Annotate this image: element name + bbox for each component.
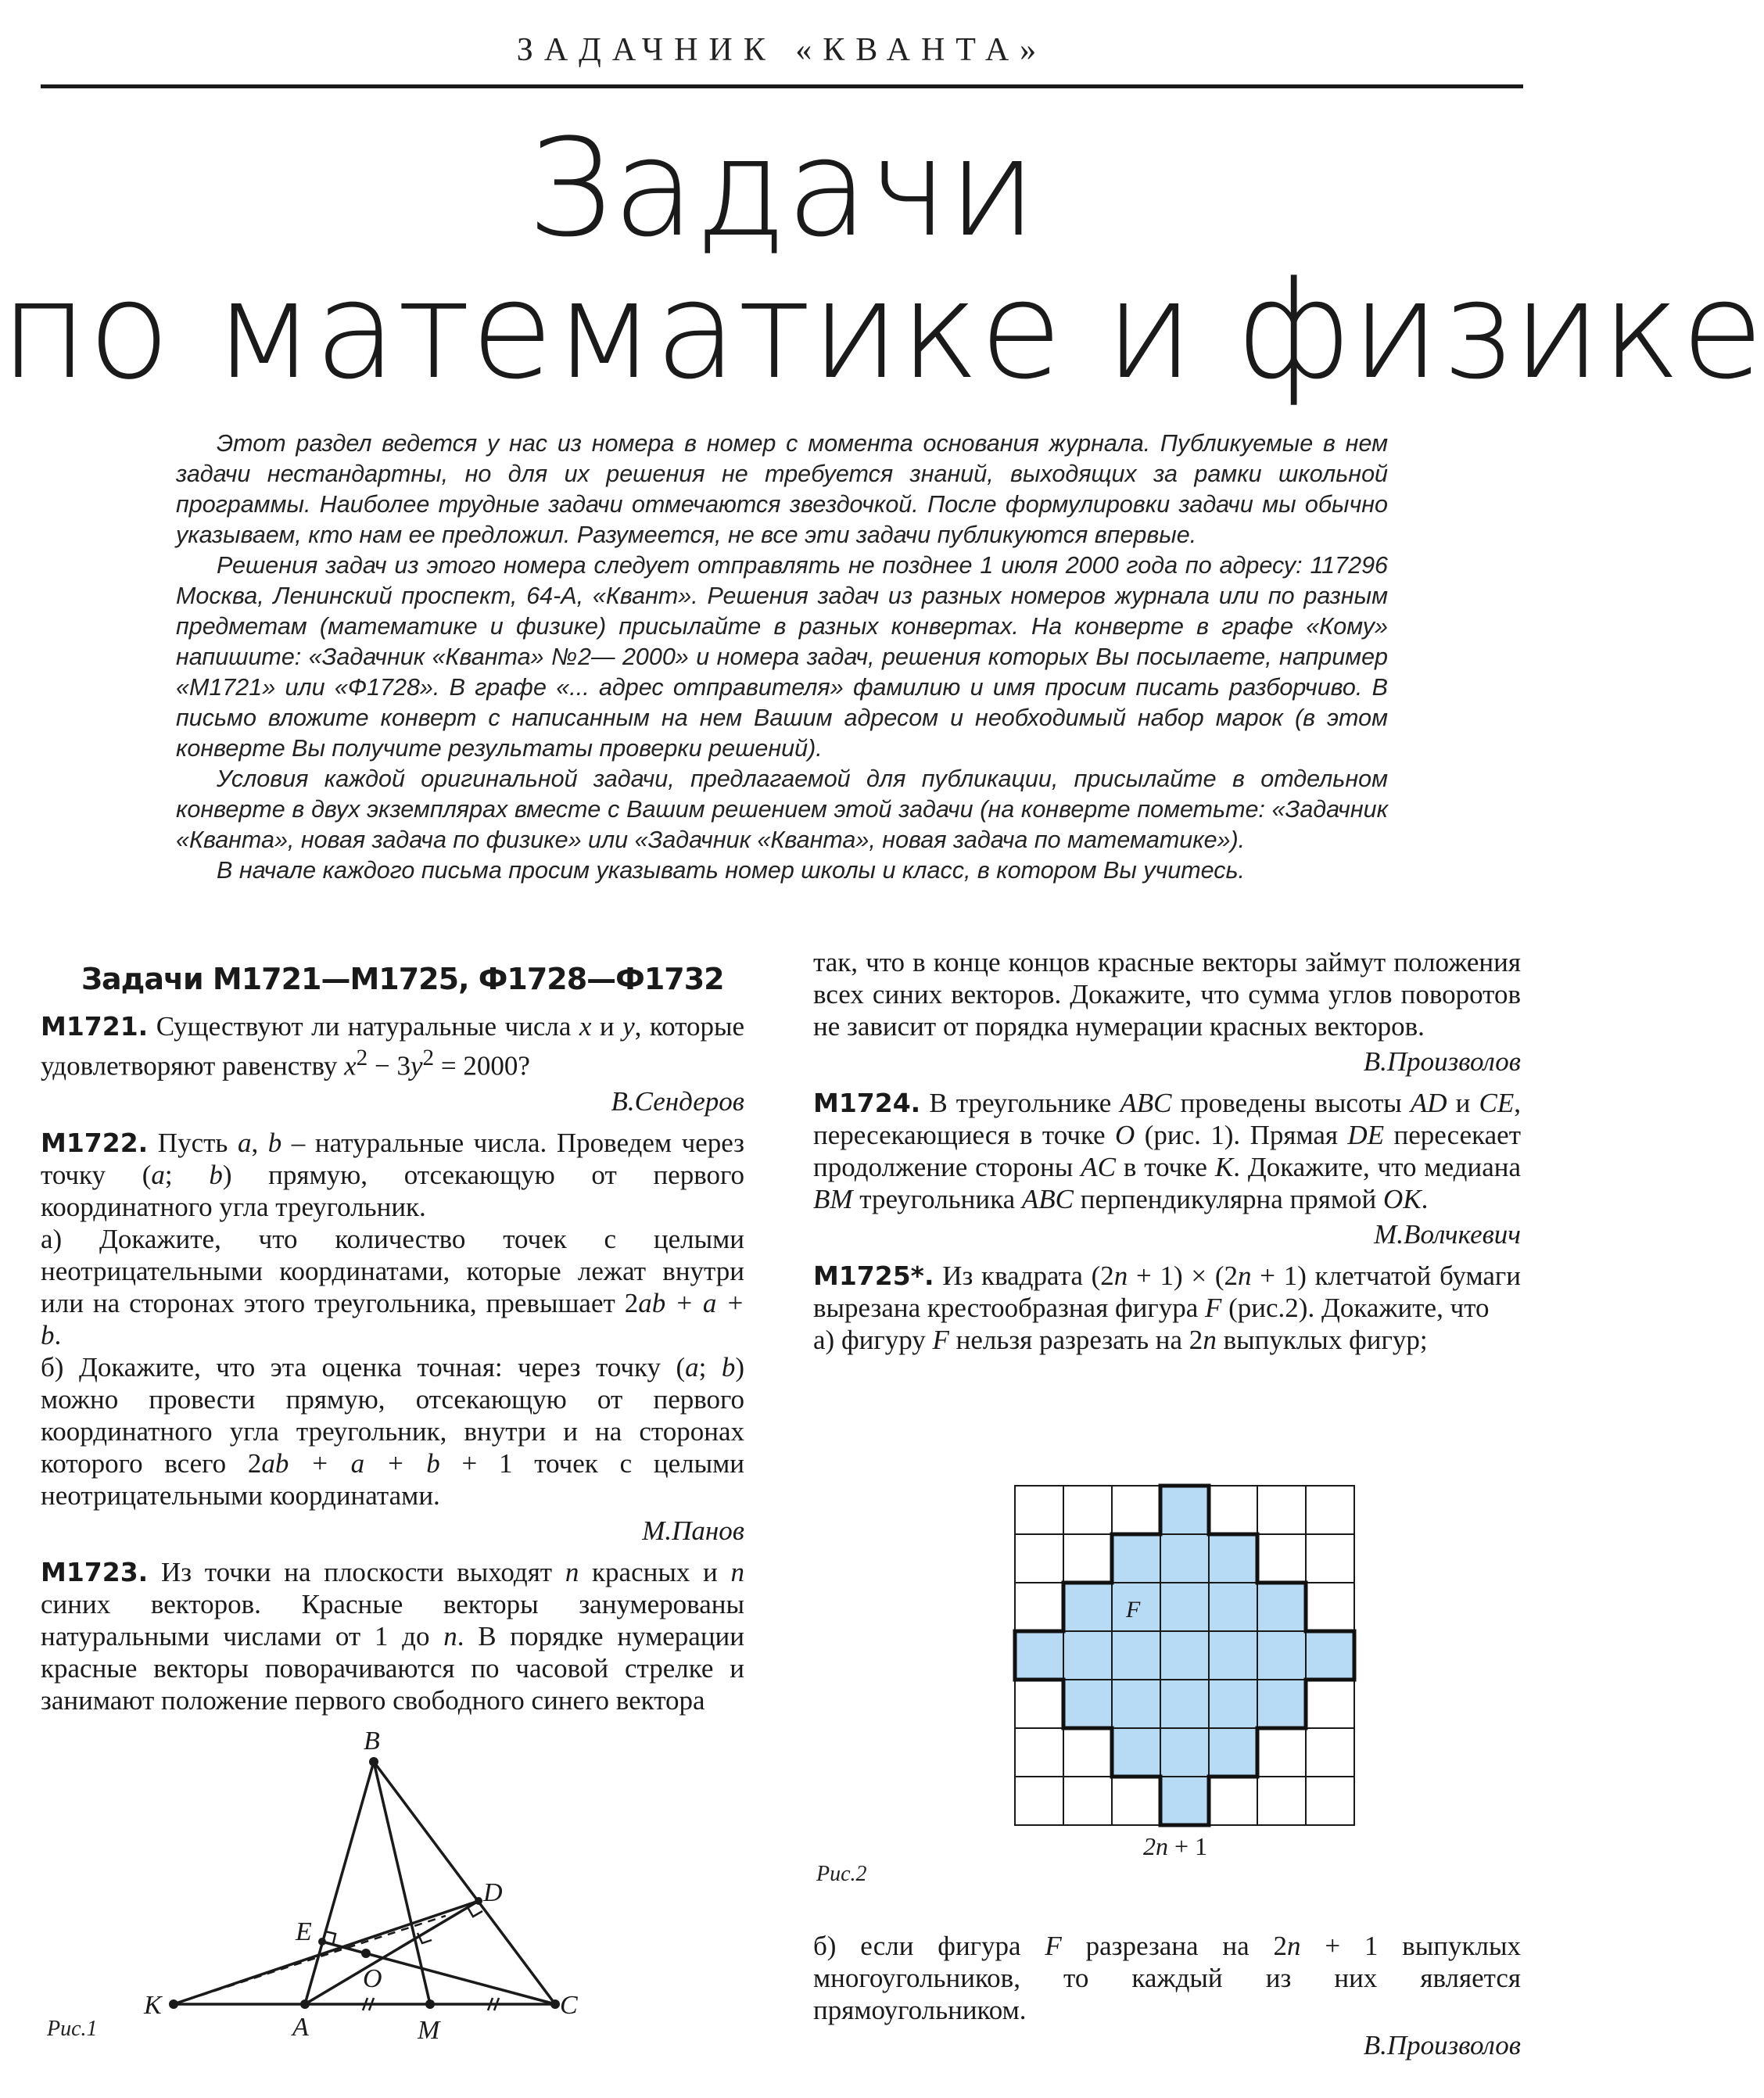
grid-cell — [1209, 1486, 1257, 1534]
right-angle-d — [468, 1907, 482, 1917]
left-column — [41, 946, 744, 1716]
label-a: A — [292, 2013, 309, 2042]
problem-id: М1722. — [41, 1127, 149, 1158]
grid-cell — [1257, 1777, 1306, 1825]
grid-cell — [1015, 1534, 1063, 1583]
grid-cell-filled — [1063, 1631, 1112, 1680]
grid-cell — [1015, 1777, 1063, 1825]
problem-m1722: М1722. Пусть a, b – натуральные числа. Проведем через точку (a; b) прямую, отсекающую от первого координатного угла треугольник. — [41, 1127, 745, 1222]
label-o: O — [363, 1964, 382, 1993]
figure-1-triangle — [47, 1716, 610, 2060]
label-m: M — [418, 2016, 440, 2045]
grid-cell — [1306, 1583, 1354, 1631]
grid-cell — [1209, 1777, 1257, 1825]
problem-m1725-part-b: б) если фигура F разрезана на 2n + 1 выпуклых многоугольников, то каждый из них является прямоугольником. — [813, 1931, 1522, 2025]
header-rule — [41, 84, 1523, 88]
grid-cell — [1306, 1728, 1354, 1777]
grid-cell — [1112, 1777, 1160, 1825]
grid-cell — [1063, 1728, 1112, 1777]
grid-size-label: 2n + 1 — [1143, 1832, 1208, 1860]
grid-cell-filled — [1160, 1680, 1209, 1728]
label-c: C — [560, 1991, 578, 2020]
grid-cell-filled — [1209, 1583, 1257, 1631]
section-heading: Задачи М1721—М1725, Ф1728—Ф1732 — [81, 962, 724, 996]
grid-cell — [1015, 1583, 1063, 1631]
problem-author: В.Произволов — [1363, 2030, 1521, 2060]
intro-paragraph: Условия каждой оригинальной задачи, предлагаемой для публикации, присылайте в отдельном конверте в двух экземплярах вместе с Вашим решением этой задачи (на конверте пометьте: «Задачник «Кванта», новая задача по физике» или «Задачник «Кванта», новая задача по математике»). — [176, 766, 1388, 853]
grid-cell-filled — [1257, 1680, 1306, 1728]
grid-cell-filled — [1160, 1583, 1209, 1631]
grid-cell-filled — [1160, 1631, 1209, 1680]
grid-cell — [1306, 1680, 1354, 1728]
point-m — [425, 1999, 435, 2009]
grid-cell-filled — [1112, 1534, 1160, 1583]
grid-cell-filled — [1112, 1728, 1160, 1777]
intro-text — [176, 429, 1388, 886]
point-b — [369, 1757, 378, 1766]
label-d: D — [483, 1878, 503, 1907]
grid-cell-filled — [1257, 1631, 1306, 1680]
problem-author: М.Панов — [642, 1515, 744, 1546]
label-k: K — [144, 1991, 162, 2020]
intro-paragraph: Этот раздел ведется у нас из номера в номер с момента основания журнала. Публикуемые в нем задачи нестандартны, но для их решения не требуется знаний, выходящих за рамки школьной программы. Наиболее трудные задачи отмечаются звездочкой. После формулировки задачи мы обычно указываем, кто нам ее предложил. Разумеется, не все эти задачи публикуются впервые. — [176, 430, 1388, 548]
grid-cell — [1306, 1486, 1354, 1534]
problem-m1723: М1723. Из точки на плоскости выходят n красных и n синих векторов. Красные векторы занумерованы натуральными числами от 1 до n. В порядке нумерации красные векторы поворачиваются по часовой стрелке и занимают положение первого свободного синего вектора — [41, 1556, 745, 1716]
grid-cell — [1063, 1777, 1112, 1825]
grid-cell-filled — [1209, 1680, 1257, 1728]
grid-cell-filled — [1063, 1680, 1112, 1728]
grid-cell-filled — [1209, 1631, 1257, 1680]
problem-m1721: М1721. Существуют ли натуральные числа x и y, которые удовлетворяют равенству $x^2 - 3y^2 = 2000$? — [41, 1011, 744, 1081]
figure-1-caption: Рис.1 — [47, 2017, 98, 2041]
problem-id: М1724. — [813, 1088, 921, 1118]
problem-m1722-part-b: б) Докажите, что эта оценка точная: через точку (a; b) можно провести прямую, отсекающую от первого координатного угла треугольник, внутри и на сторонах которого всего 2ab + a + b + 1 точек с целыми неотрицательными координатами. — [41, 1351, 745, 1511]
problem-m1722-part-a: а) Докажите, что количество точек с целыми неотрицательными координатами, которые лежат внутри или на сторонах этого треугольника, превышает 2ab + a + b. — [41, 1223, 744, 1350]
label-e: E — [296, 1917, 312, 1946]
title-line-2: по математике и физике — [0, 252, 1764, 409]
right-column — [813, 946, 1521, 1356]
grid-cell-filled — [1209, 1534, 1257, 1583]
point-d — [475, 1897, 482, 1905]
grid-cell — [1063, 1534, 1112, 1583]
point-k — [169, 1999, 178, 2009]
grid-cell — [1257, 1728, 1306, 1777]
figure-2-grid — [813, 1478, 1521, 1892]
grid-cell — [1257, 1486, 1306, 1534]
page-title — [0, 109, 1764, 409]
grid-cell — [1015, 1486, 1063, 1534]
grid-cell — [1015, 1680, 1063, 1728]
problem-id: М1723. — [41, 1556, 149, 1587]
grid-cell-filled — [1112, 1631, 1160, 1680]
point-c — [550, 1999, 560, 2009]
problem-id: М1725*. — [813, 1261, 934, 1291]
problem-m1725-part-a: а) фигуру F нельзя разрезать на 2n выпуклых фигур; — [813, 1325, 1428, 1355]
grid-cell — [1306, 1534, 1354, 1583]
figure-f-label: F — [1126, 1597, 1141, 1623]
grid-cell — [1063, 1486, 1112, 1534]
grid-cells — [1015, 1486, 1354, 1825]
right-column-continued — [813, 1930, 1521, 2069]
intro-paragraph: В начале каждого письма просим указывать номер школы и класс, в котором Вы учитесь. — [217, 857, 1246, 884]
grid-cell-filled — [1063, 1583, 1112, 1631]
grid-cell-filled — [1112, 1680, 1160, 1728]
intro-paragraph: Решения задач из этого номера следует отправлять не позднее 1 июля 2000 года по адресу: 117296 Москва, Ленинский проспект, 64-А, «Квант». Решения задач из разных номеров журнала или по разным предметам (математике и физике) присылайте в разных конвертах. На конверте в графе «Кому» напишите: «Задачник «Кванта» №2— 2000» и номера задач, решения которых Вы посылаете, например «М1721» или «Ф1728». В графе «... адрес отправителя» фамилию и имя просим писать разборчиво. В письмо вложите конверт с написанным на нем Вашим адресом и необходимый набор марок (в этом конверте Вы получите результаты проверки решений). — [176, 552, 1388, 762]
grid-cell-filled — [1160, 1486, 1209, 1534]
grid-cell-filled — [1257, 1583, 1306, 1631]
grid-cell-filled — [1160, 1777, 1209, 1825]
figure-2-caption: Рис.2 — [816, 1862, 867, 1886]
problem-id: М1721. — [41, 1011, 149, 1042]
problem-author: В.Произволов — [1363, 1046, 1521, 1077]
grid-cell — [1112, 1486, 1160, 1534]
running-head: ЗАДАЧНИК «КВАНТА» — [516, 32, 1048, 68]
problem-author: М.Волчкевич — [1374, 1219, 1521, 1250]
grid-cell-filled — [1015, 1631, 1063, 1680]
grid-cell-filled — [1209, 1728, 1257, 1777]
grid-cell-filled — [1160, 1534, 1209, 1583]
title-line-1: Задачи — [527, 109, 1037, 267]
problem-m1723-continued: так, что в конце концов красные векторы займут положения всех синих векторов. Докажите, что сумма углов поворотов не зависит от порядка нумерации красных векторов. — [813, 947, 1521, 1042]
grid-cell-filled — [1306, 1631, 1354, 1680]
grid-cell — [1015, 1728, 1063, 1777]
point-a — [300, 1999, 310, 2009]
label-b: B — [364, 1727, 380, 1756]
grid-cell — [1257, 1534, 1306, 1583]
grid-cell-filled — [1160, 1728, 1209, 1777]
point-e — [318, 1938, 326, 1946]
problem-m1725: М1725*. Из квадрата (2n + 1) × (2n + 1) клетчатой бумаги вырезана крестообразная фигура F (рис.2). Докажите, что — [813, 1261, 1521, 1323]
problem-m1724: М1724. В треугольнике ABC проведены высоты AD и CE, пересекающиеся в точке O (рис. 1). Прямая DE пересекает продолжение стороны AC в точке K. Докажите, что медиана BM треугольника ABC перпендикулярна прямой OK. — [813, 1088, 1521, 1214]
grid-cell — [1306, 1777, 1354, 1825]
point-o — [361, 1949, 371, 1958]
problem-author: В.Сендеров — [611, 1085, 744, 1117]
